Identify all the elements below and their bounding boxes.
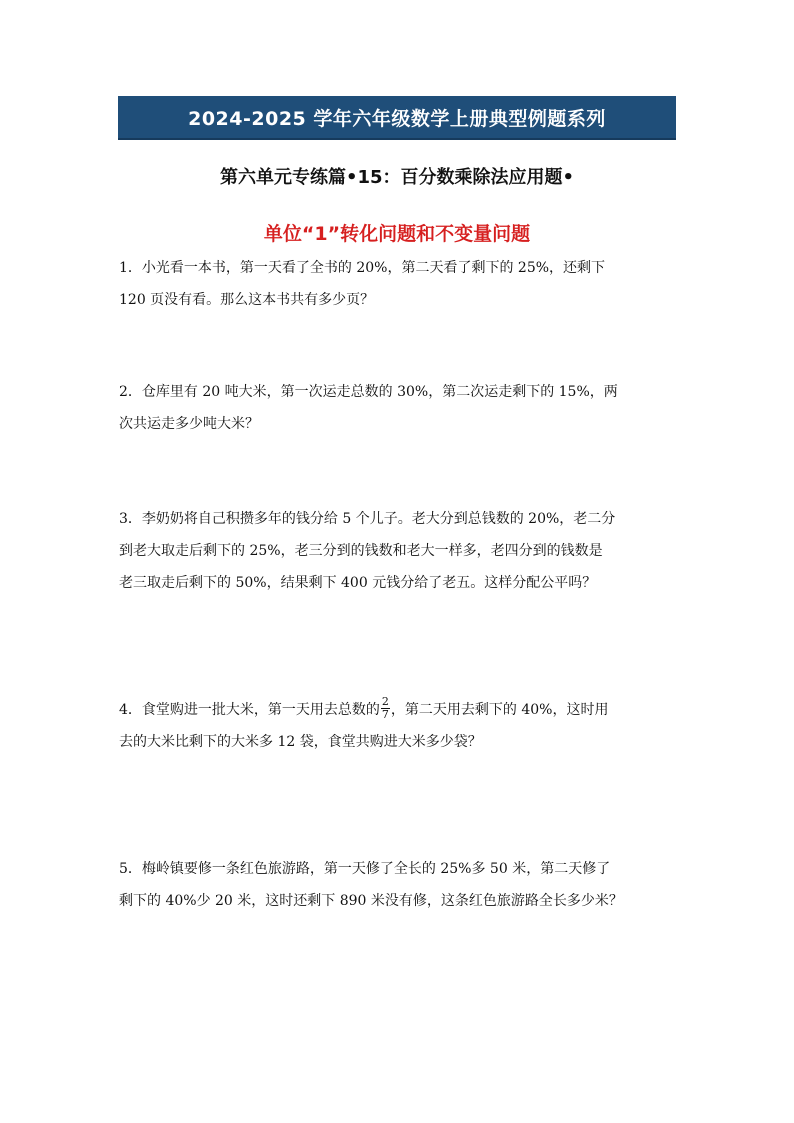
unit-subtitle: 第六单元专练篇•15：百分数乘除法应用题• [219, 167, 575, 188]
problem-4-line-1 [119, 694, 679, 726]
problem-3-line-2: 到老大取走后剩下的 25%，老三分到的钱数和老大一样多，老四分到的钱数是 [119, 543, 603, 559]
problem-1-line-1: 1．小光看一本书，第一天看了全书的 20%，第二天看了剩下的 25%，还剩下 [119, 260, 606, 276]
problem-1 [119, 252, 679, 316]
problem-4 [119, 694, 679, 758]
problem-4-line-1-end: ，第二天用去剩下的 40%，这时用 [390, 702, 609, 718]
problem-5-line-1: 5．梅岭镇要修一条红色旅游路，第一天修了全长的 25%多 50 米，第二天修了 [119, 861, 611, 877]
problem-2-line-1: 2．仓库里有 20 吨大米，第一次运走总数的 30%，第二次运走剩下的 15%，两 [119, 384, 618, 400]
banner-title: 2024-2025 学年六年级数学上册典型例题系列 [188, 107, 606, 130]
problem-5-line-2: 剩下的 40%少 20 米，这时还剩下 890 米没有修，这条红色旅游路全长多少米？ [119, 893, 623, 909]
problem-3-line-3: 老三取走后剩下的 50%，结果剩下 400 元钱分给了老五。这样分配公平吗？ [119, 575, 597, 591]
fraction-denominator: 7 [381, 707, 389, 721]
problem-5 [119, 853, 679, 917]
problem-3 [119, 503, 679, 599]
problem-2 [119, 376, 679, 440]
fraction [381, 696, 390, 721]
problem-4-line-1-start: 4．食堂购进一批大米，第一天用去总数的 [119, 702, 380, 718]
title-banner [118, 96, 676, 140]
fraction-numerator: 2 [381, 694, 389, 708]
problem-3-line-1: 3．李奶奶将自己积攒多年的钱分给 5 个儿子。老大分到总钱数的 20%，老二分 [119, 511, 616, 527]
topic-heading: 单位“1”转化问题和不变量问题 [263, 223, 531, 245]
problem-1-line-2: 120 页没有看。那么这本书共有多少页？ [119, 292, 375, 308]
problem-2-line-2: 次共运走多少吨大米？ [119, 416, 259, 432]
problem-4-line-2: 去的大米比剩下的大米多 12 袋，食堂共购进大米多少袋？ [119, 734, 482, 750]
